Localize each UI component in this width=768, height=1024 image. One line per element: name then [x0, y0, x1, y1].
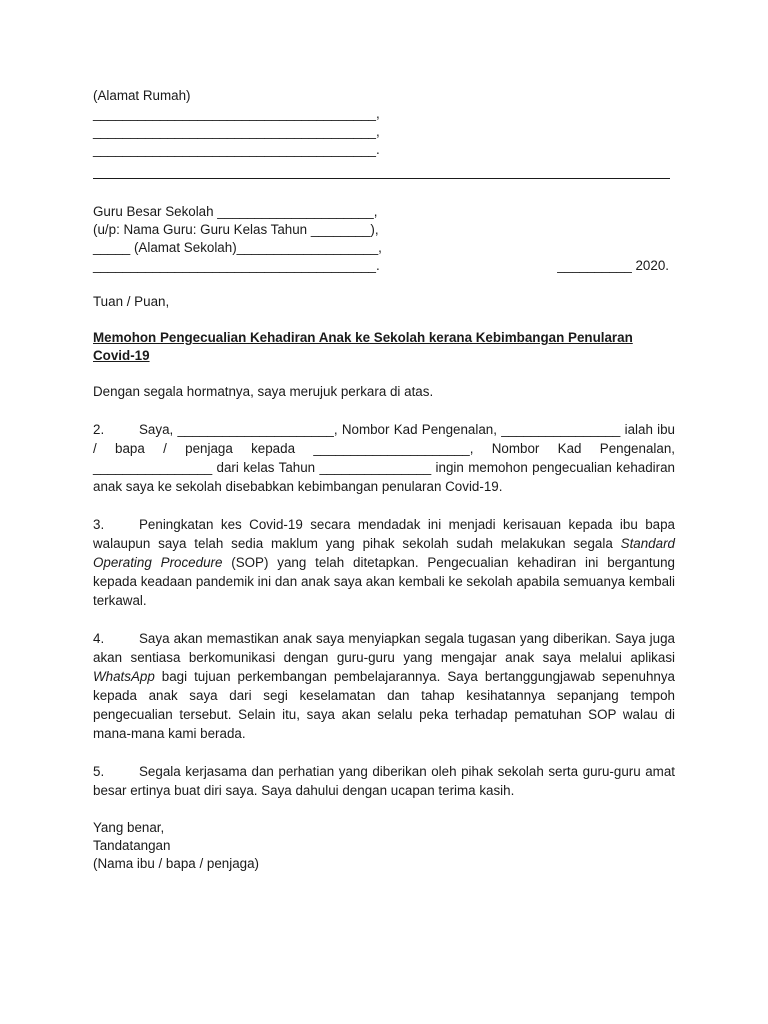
closing-line-3: (Nama ibu / bapa / penjaga) [93, 856, 259, 871]
letter-subject: Memohon Pengecualian Kehadiran Anak ke Sekolah kerana Kebimbangan Penularan Covid-19 [93, 330, 633, 363]
paragraph-2 [93, 420, 675, 496]
paragraph-2-number: 2. [93, 422, 105, 437]
paragraph-3-number: 3. [93, 517, 105, 532]
paragraph-4-text-b: bagi tujuan perkembangan pembelajarannya. Saya bertanggungjawab sepenuhnya kepada anak saya dari segi keselamatan dan tahap kesihatannya sepanjang tempoh pengecualian tersebut. Selain itu, saya akan selalu peka terhadap pematuhan SOP walau di mana-mana kami berada. [93, 669, 675, 741]
paragraph-3-text-b: (SOP) yang telah ditetapkan. Pengecualian kehadiran ini bergantung kepada keadaan pandemik ini dan anak saya akan kembali ke sekolah apabila semuanya kembali terkawal. [93, 555, 675, 608]
paragraph-4-italic: WhatsApp [93, 669, 155, 684]
home-address-label: (Alamat Rumah) [93, 88, 191, 103]
recipient-line-3: _____ (Alamat Sekolah)___________________, [93, 240, 382, 255]
recipient-line-4: ______________________________________. [93, 258, 380, 273]
paragraph-4 [93, 629, 675, 743]
recipient-line-2: (u/p: Nama Guru: Guru Kelas Tahun ________), [93, 222, 379, 237]
closing-block [93, 819, 675, 873]
closing-line-2: Tandatangan [93, 838, 171, 853]
home-address-line-3: ______________________________________. [93, 142, 380, 157]
paragraph-5-number: 5. [93, 764, 105, 779]
letter-page [93, 87, 675, 873]
separator-rule [93, 169, 670, 179]
recipient-date-row [93, 257, 675, 275]
paragraph-4-number: 4. [93, 631, 105, 646]
salutation: Tuan / Puan, [93, 294, 170, 309]
paragraph-3-text-a: Peningkatan kes Covid-19 secara mendadak ini menjadi kerisauan kepada ibu bapa walaupun saya telah sedia maklum yang pihak sekolah sudah melakukan segala [93, 517, 675, 551]
recipient-block [93, 203, 675, 275]
opening-line: Dengan segala hormatnya, saya merujuk perkara di atas. [93, 384, 434, 399]
paragraph-5 [93, 762, 675, 800]
recipient-line-1: Guru Besar Sekolah _____________________, [93, 204, 378, 219]
paragraph-4-text-a: Saya akan memastikan anak saya menyiapkan segala tugasan yang diberikan. Saya juga akan sentiasa berkomunikasi dengan guru-guru yang mengajar anak saya melalui aplikasi [93, 631, 675, 665]
paragraph-2-text: Saya, _____________________, Nombor Kad Pengenalan, ________________ ialah ibu / bapa / penjaga kepada _____________________, Nombor Kad Pengenalan, ________________ dari kelas Tahun _______________ ingin memohon pengecualian kehadiran anak saya ke sekolah disebabkan kebimbangan penularan Covid-19. [93, 422, 675, 494]
home-address-line-2: ______________________________________, [93, 124, 380, 139]
home-address-block [93, 87, 675, 159]
home-address-line-1: ______________________________________, [93, 106, 380, 121]
paragraph-5-text: Segala kerjasama dan perhatian yang diberikan oleh pihak sekolah serta guru-guru amat besar ertinya buat diri saya. Saya dahului dengan ucapan terima kasih. [93, 764, 675, 798]
closing-line-1: Yang benar, [93, 820, 165, 835]
paragraph-3 [93, 515, 675, 610]
letter-date: __________ 2020. [557, 258, 669, 273]
paragraph-3-italic: Standard Operating Procedure [93, 536, 675, 570]
